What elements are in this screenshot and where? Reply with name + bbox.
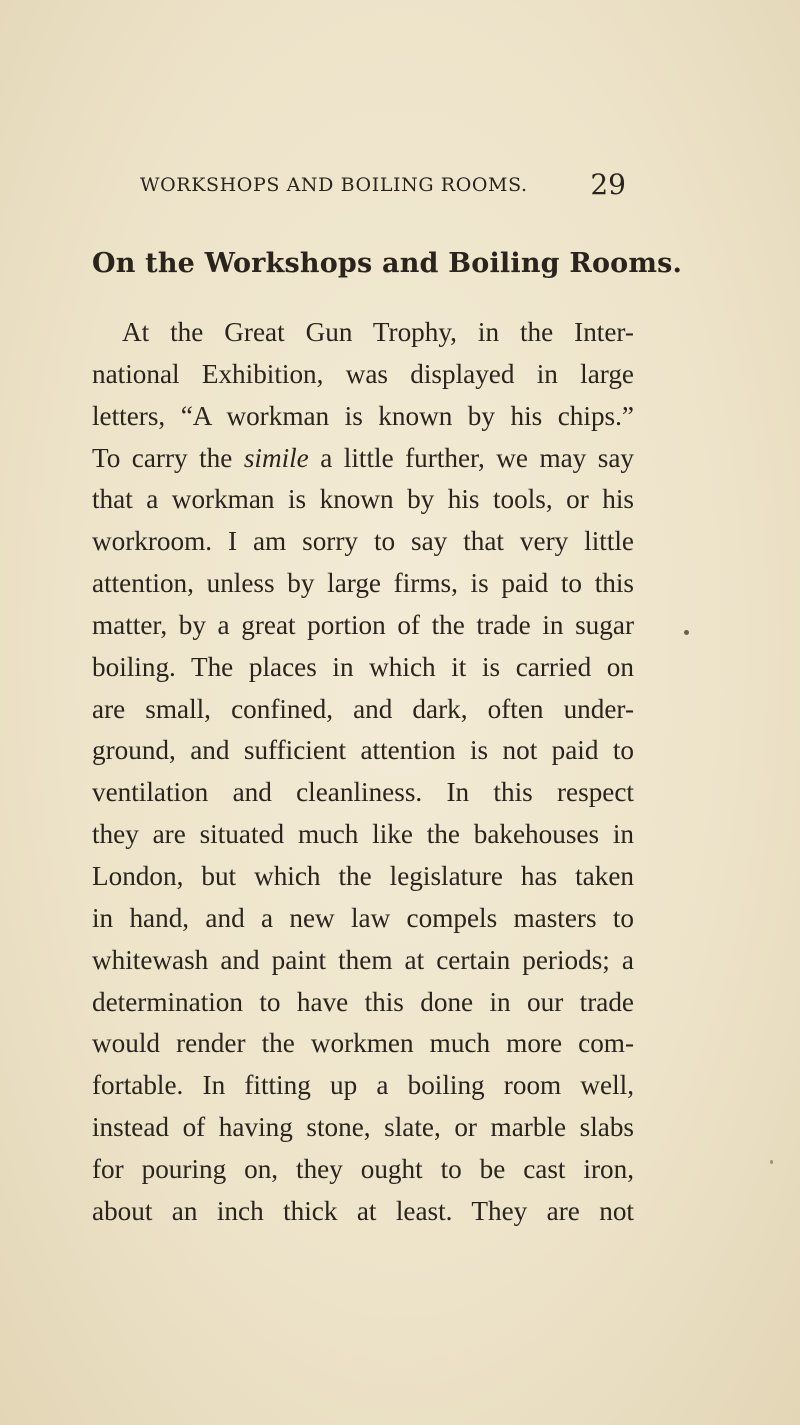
text-line: would render the workmen much more com- xyxy=(92,1028,634,1059)
text-line: determination to have this done in our trade xyxy=(92,986,634,1017)
body-paragraph xyxy=(92,312,634,1233)
page-number: 29 xyxy=(590,168,626,201)
text-line: ventilation and cleanliness. In this respect xyxy=(92,777,634,808)
section-heading: On the Workshops and Boiling Rooms. xyxy=(92,248,683,279)
text-line: matter, by a great portion of the trade in sugar xyxy=(92,609,634,640)
text-line: for pouring on, they ought to be cast iron, xyxy=(92,1153,634,1184)
ink-speck xyxy=(684,630,689,635)
text-fragment: To carry the xyxy=(92,442,233,473)
text-line: instead of having stone, slate, or marble slabs xyxy=(92,1112,634,1143)
text-line-with-italic xyxy=(92,438,634,480)
text-line: that a workman is known by his tools, or his xyxy=(92,484,634,515)
text-line: they are situated much like the bakehouses in xyxy=(92,819,634,850)
text-line: about an inch thick at least. They are not xyxy=(92,1195,634,1226)
text-line: ground, and sufficient attention is not paid to xyxy=(92,735,634,766)
text-line: fortable. In fitting up a boiling room well, xyxy=(92,1070,634,1101)
text-line: attention, unless by large firms, is paid to this xyxy=(92,568,634,599)
text-fragment: a little further, we may say xyxy=(320,442,634,473)
text-line: boiling. The places in which it is carried on xyxy=(92,651,634,682)
ink-speck xyxy=(770,1160,773,1164)
text-line: national Exhibition, was displayed in large xyxy=(92,358,634,389)
running-title: WORKSHOPS AND BOILING ROOMS. xyxy=(140,174,528,196)
running-head xyxy=(140,168,626,202)
text-line: in hand, and a new law compels masters to xyxy=(92,902,634,933)
text-line: letters, “A workman is known by his chips.” xyxy=(92,400,634,431)
text-line: whitewash and paint them at certain periods; a xyxy=(92,944,634,975)
text-line: London, but which the legislature has taken xyxy=(92,860,634,891)
text-line: are small, confined, and dark, often under- xyxy=(92,693,634,724)
text-line: workroom. I am sorry to say that very little xyxy=(92,526,634,557)
text-line: At the Great Gun Trophy, in the Inter- xyxy=(122,317,634,347)
italic-word: simile xyxy=(243,442,309,473)
